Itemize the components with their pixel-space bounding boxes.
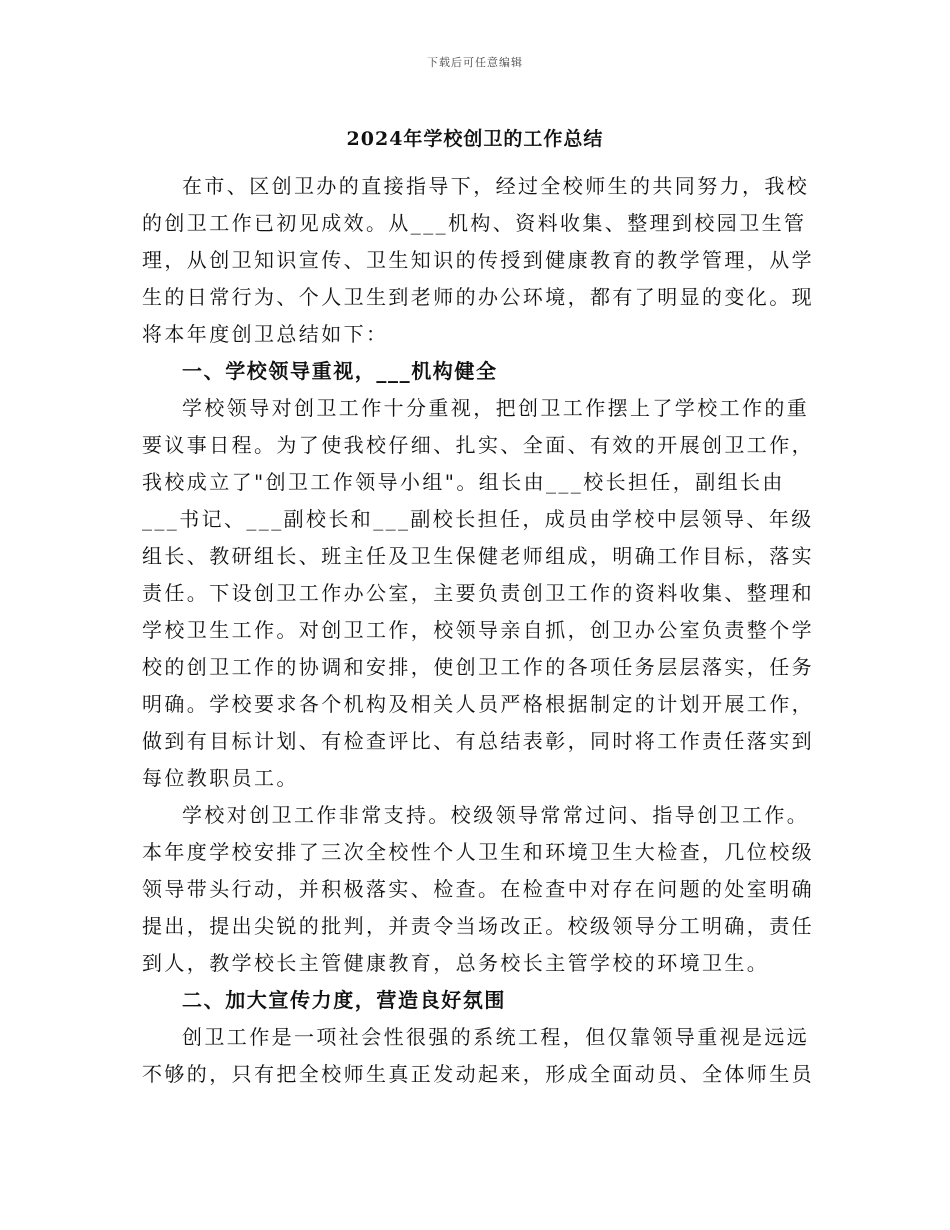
section-1-paragraph-2: 学校对创卫工作非常支持。校级领导常常过问、指导创卫工作。本年度学校安排了三次全校性个人卫生和环境卫生大检查，几位校级领导带头行动，并积极落实、检查。在检查中对存在问题的处室明确提出，提出尖锐的批判，并责令当场改正。校级领导分工明确，责任到人，教学校长主管健康教育，总务校长主管学校的环境卫生。 [142,803,814,975]
section-2-heading: 二、加大宣传力度，营造良好氛围 [182,988,506,1012]
document-title: 2024年学校创卫的工作总结 [346,128,604,150]
section-1-paragraph-1: 学校领导对创卫工作十分重视，把创卫工作摆上了学校工作的重要议事日程。为了使我校仔细、扎实、全面、有效的开展创卫工作，我校成立了"创卫工作领导小组"。组长由___校长担任，副组长由___书记、___副校长和___副校长担任，成员由学校中层领导、年级组长、教研组长、班主任及卫生保健老师组成，明确工作目标，落实责任。下设创卫工作办公室，主要负责创卫工作的资料收集、整理和学校卫生工作。对创卫工作，校领导亲自抓，创卫办公室负责整个学校的创卫工作的协调和安排，使创卫工作的各项任务层层落实，任务明确。学校要求各个机构及相关人员严格根据制定的计划开展工作，做到有目标计划、有检查评比、有总结表彰，同时将工作责任落实到每位教职员工。 [142,396,814,790]
section-1-heading: 一、学校领导重视，___机构健全 [182,359,498,383]
header-note: 下载后可任意编辑 [427,56,523,69]
section-2-paragraph-1: 创卫工作是一项社会性很强的系统工程，但仅靠领导重视是远远不够的，只有把全校师生真正发动起来，形成全面动员、全体师生员 [142,1025,814,1086]
document-body [142,168,814,1093]
intro-paragraph: 在市、区创卫办的直接指导下，经过全校师生的共同努力，我校的创卫工作已初见成效。从___机构、资料收集、整理到校园卫生管理，从创卫知识宣传、卫生知识的传授到健康教育的教学管理，从学生的日常行为、个人卫生到老师的办公环境，都有了明显的变化。现将本年度创卫总结如下： [142,174,814,346]
